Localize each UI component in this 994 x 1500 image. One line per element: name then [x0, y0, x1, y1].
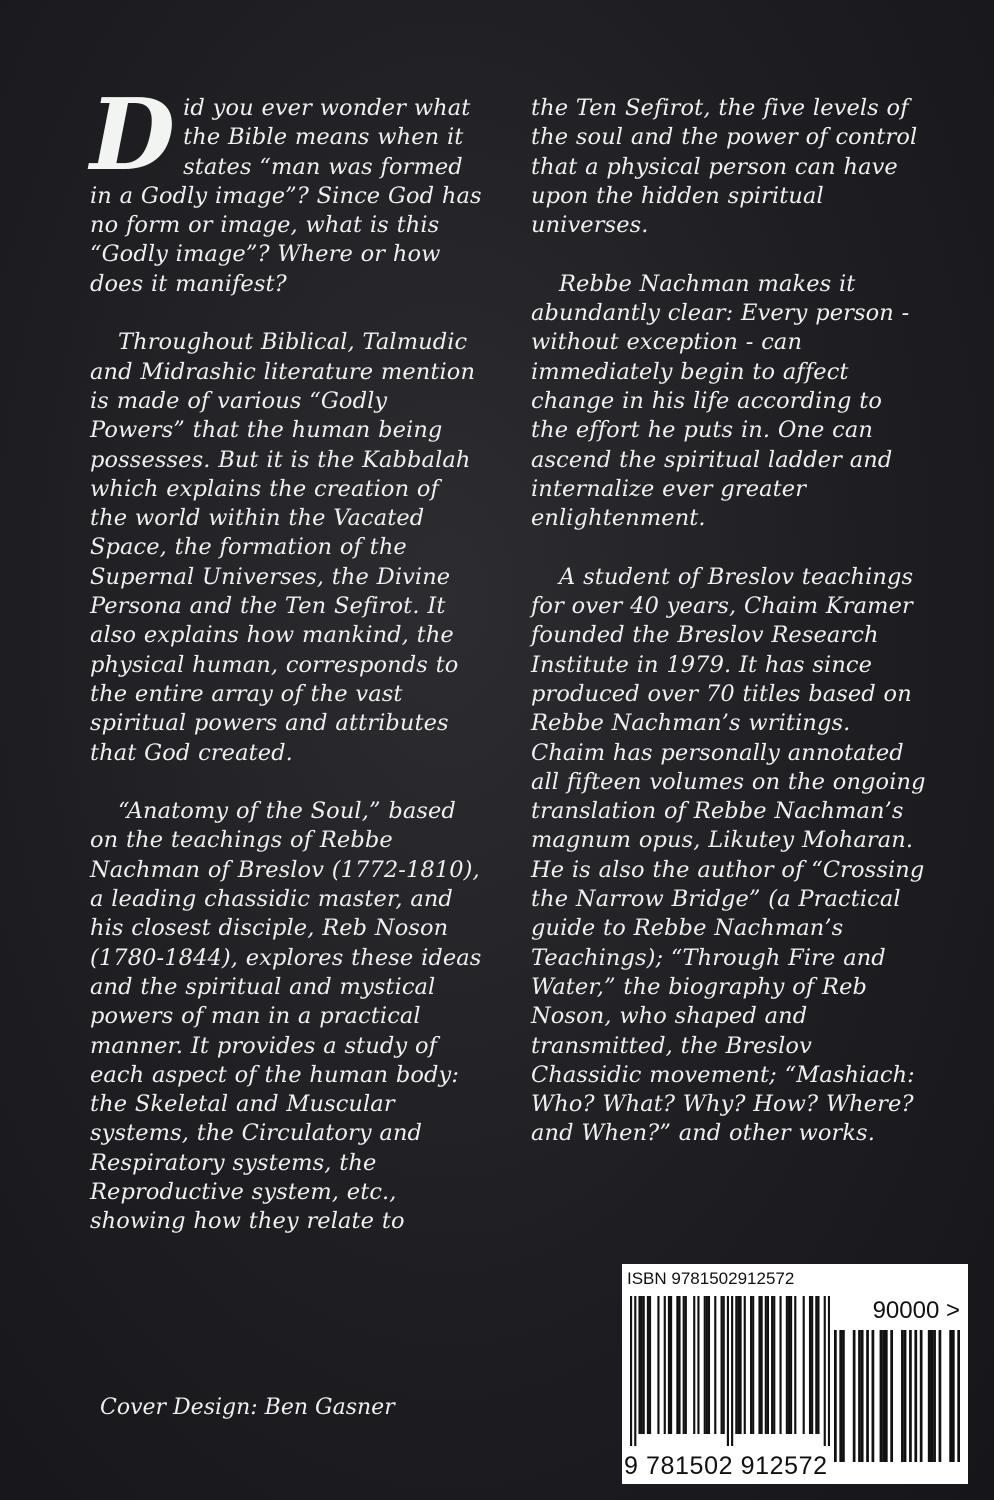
- addon-bar: [931, 1330, 934, 1462]
- intro-paragraph: [90, 78, 482, 299]
- barcode-bar: [809, 1296, 811, 1434]
- addon-bar: [839, 1330, 842, 1462]
- intro-paragraph-text: id you ever wonder what the Bible means when it states “man was formed in a Godly image”? Since God has no form or image, what is this “Godly image”? Where or how does it manifest?: [90, 95, 482, 297]
- barcode-bar: [647, 1296, 649, 1434]
- barcode-bar: [773, 1296, 775, 1434]
- barcode-bar: [693, 1296, 695, 1434]
- barcode-bar: [643, 1296, 645, 1434]
- barcode-bar: [668, 1296, 670, 1434]
- barcode-bar: [727, 1296, 729, 1446]
- addon-bar: [885, 1330, 888, 1462]
- addon-bar: [880, 1330, 883, 1462]
- addon-bar: [957, 1330, 960, 1462]
- barcode-bar: [678, 1296, 680, 1434]
- barcode-bar: [634, 1296, 636, 1446]
- barcode-bar: [765, 1296, 767, 1434]
- continuation-paragraph: the Ten Sefirot, the five levels of the soul and the power of control that a physical person can have upon the hidden spiritual universes.: [531, 95, 918, 239]
- addon-bar: [866, 1330, 869, 1462]
- barcode-bar: [641, 1296, 643, 1434]
- barcode-bar: [815, 1296, 817, 1434]
- barcode-bar: [739, 1296, 741, 1434]
- barcode-bar: [803, 1296, 805, 1434]
- cover-design-credit: Cover Design: Ben Gasner: [100, 1395, 395, 1420]
- addon-bar: [909, 1330, 912, 1462]
- barcode-bar: [811, 1296, 813, 1434]
- barcode-bar: [735, 1296, 737, 1434]
- addon-bar: [920, 1330, 923, 1462]
- barcode-bar: [683, 1296, 685, 1434]
- barcode-bar: [794, 1296, 796, 1434]
- barcode-bar: [817, 1296, 819, 1434]
- barcode-bar: [731, 1296, 733, 1446]
- kabbalah-paragraph: Throughout Biblical, Talmudic and Midrashic literature mention is made of various “Godly Powers” that the human being possesses. But it is the Kabbalah which explains the creation of the world within the Vacated Space, the formation of the Supernal Universes, the Divine Persona and the Ten Sefirot. It also explains how mankind, the physical human, corresponds to the entire array of the vast spiritual powers and attributes that God created.: [90, 329, 476, 766]
- barcode-bar: [676, 1296, 678, 1434]
- addon-bar: [853, 1330, 856, 1462]
- addon-bars: [834, 1330, 960, 1462]
- barcode-bar: [697, 1296, 699, 1434]
- barcode-bar: [723, 1296, 725, 1434]
- addon-bar: [901, 1330, 904, 1462]
- isbn-barcode: [622, 1264, 968, 1484]
- barcode-bar: [704, 1296, 706, 1434]
- barcode-bar: [828, 1296, 830, 1446]
- barcode-bar: [767, 1296, 769, 1434]
- addon-bar: [933, 1330, 936, 1462]
- addon-bar: [842, 1330, 845, 1462]
- addon-bar: [914, 1330, 917, 1462]
- barcode-bar: [779, 1296, 781, 1434]
- barcode-digits: 9 781502 912572: [624, 1452, 828, 1480]
- addon-bar: [872, 1330, 875, 1462]
- barcode-bar: [649, 1296, 651, 1434]
- barcode-bar: [788, 1296, 790, 1434]
- addon-bar: [882, 1330, 885, 1462]
- barcode-bar: [630, 1296, 632, 1446]
- barcode-bar: [752, 1296, 754, 1434]
- addon-bar: [928, 1330, 931, 1462]
- addon-bar: [949, 1330, 952, 1462]
- addon-bar: [858, 1330, 861, 1462]
- rebbe-nachman-paragraph: Rebbe Nachman makes it abundantly clear: Every person - without exception - can immediately begin to affect change in his life according to the effort he puts in. One can ascend the spiritual ladder and internalize ever greater enlightenment.: [531, 270, 910, 532]
- right-text-column: [531, 94, 926, 1178]
- price-code-label: 90000 >: [872, 1297, 960, 1324]
- book-description-paragraph: “Anatomy of the Soul,” based on the teachings of Rebbe Nachman of Breslov (1772-1810), a leading chassidic master, and his closest disciple, Reb Noson (1780-1844), explores these ideas and the spiritual and mystical powers of man in a practical manner. It provides a study of each aspect of the human body: the Skeletal and Muscular systems, the Circulatory and Respiratory systems, the Reproductive system, etc., showing how they relate to: [90, 798, 482, 1235]
- barcode-bar: [721, 1296, 723, 1434]
- addon-bar: [904, 1330, 907, 1462]
- addon-bar: [861, 1330, 864, 1462]
- barcode-bar: [638, 1296, 640, 1434]
- barcode-bar: [657, 1296, 659, 1434]
- addon-bar: [834, 1330, 837, 1462]
- barcode-bar: [758, 1296, 760, 1434]
- drop-cap-letter: D: [90, 78, 176, 193]
- ean13-bars: [630, 1296, 830, 1446]
- addon-bar: [890, 1330, 893, 1462]
- left-text-column: [90, 78, 482, 1266]
- barcode-bar: [790, 1296, 792, 1434]
- barcode-bar: [714, 1296, 716, 1434]
- barcode-bar: [824, 1296, 826, 1446]
- addon-bar: [939, 1330, 942, 1462]
- barcode-bar: [750, 1296, 752, 1434]
- barcode-bar: [786, 1296, 788, 1434]
- barcode-bar: [761, 1296, 763, 1434]
- barcode-bar: [708, 1296, 710, 1434]
- addon-bar: [952, 1330, 955, 1462]
- barcode-bar: [771, 1296, 773, 1434]
- author-bio-paragraph: A student of Breslov teachings for over 40 years, Chaim Kramer founded the Breslov Research Institute in 1979. It has since produced over 70 titles based on Rebbe Nachman’s writings. Chaim has personally annotated all fifteen volumes on the ongoing translation of Rebbe Nachman’s magnum opus, Likutey Moharan. He is also the author of “Crossing the Narrow Bridge” (a Practical guide to Rebbe Nachman’s Teachings); “Through Fire and Water,” the biography of Reb Noson, who shaped and transmitted, the Breslov Chassidic movement; “Mashiach: Who? What? Why? How? Where? and When?” and other works.: [531, 563, 926, 1147]
- barcode-bar: [744, 1296, 746, 1434]
- isbn-label: ISBN 9781502912572: [627, 1269, 795, 1288]
- barcode-bar: [737, 1296, 739, 1434]
- barcode-bar: [670, 1296, 672, 1434]
- barcode-bar: [706, 1296, 708, 1434]
- barcode-bar: [664, 1296, 666, 1434]
- barcode-bar: [685, 1296, 687, 1434]
